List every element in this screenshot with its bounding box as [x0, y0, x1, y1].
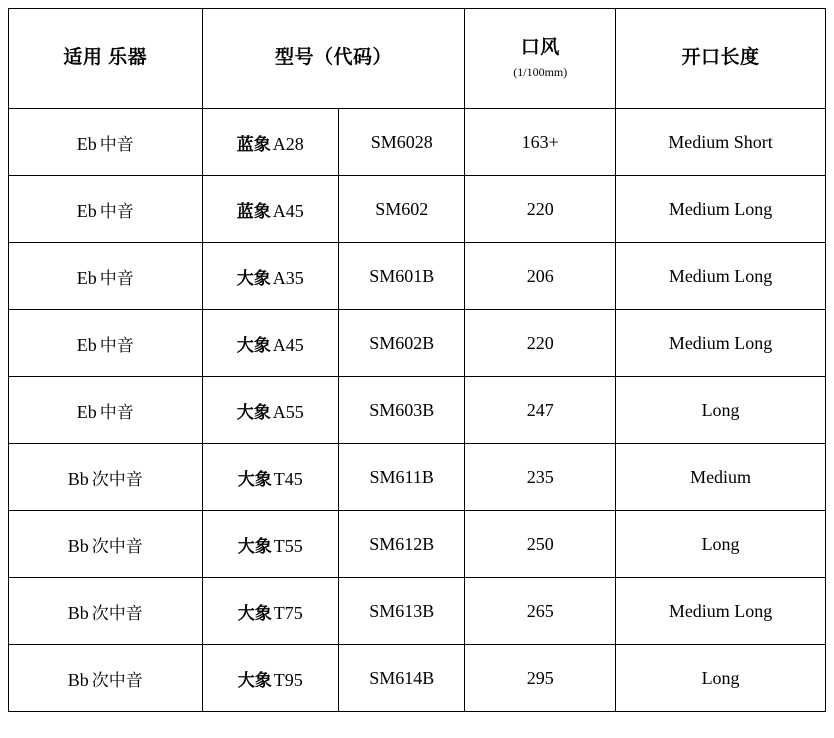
- cell-wind: 163+: [465, 109, 616, 176]
- cell-instrument: [9, 310, 203, 377]
- column-header-model: 型号（代码）: [202, 9, 465, 109]
- cell-model: [202, 578, 339, 645]
- cell-wind: 250: [465, 511, 616, 578]
- cell-model: [202, 310, 339, 377]
- cell-wind: 247: [465, 377, 616, 444]
- table-row: [9, 444, 826, 511]
- table-row: [9, 109, 826, 176]
- cell-opening: Medium Long: [616, 578, 826, 645]
- cell-model-brand: 大象: [236, 335, 271, 355]
- cell-model-brand: 大象: [237, 670, 272, 690]
- cell-instrument: [9, 578, 203, 645]
- table-row: [9, 511, 826, 578]
- cell-instrument: [9, 511, 203, 578]
- cell-code: SM6028: [339, 109, 465, 176]
- cell-instrument-label: 中音: [99, 134, 134, 154]
- cell-instrument: [9, 109, 203, 176]
- cell-instrument-label: 次中音: [91, 670, 143, 690]
- table-row: [9, 645, 826, 712]
- cell-model-brand: 大象: [237, 536, 272, 556]
- cell-code: SM614B: [339, 645, 465, 712]
- table-row: [9, 377, 826, 444]
- cell-wind: 295: [465, 645, 616, 712]
- cell-opening: Medium Short: [616, 109, 826, 176]
- cell-model-number: A28: [272, 133, 304, 154]
- table-row: [9, 243, 826, 310]
- cell-instrument-label: 次中音: [91, 536, 143, 556]
- cell-model-number: T55: [273, 535, 303, 556]
- cell-code: SM601B: [339, 243, 465, 310]
- column-header-wind: [465, 9, 616, 109]
- cell-pitch: Eb: [76, 133, 97, 154]
- cell-instrument-label: 中音: [99, 201, 134, 221]
- cell-pitch: Bb: [67, 602, 89, 623]
- cell-opening: Medium Long: [616, 310, 826, 377]
- table-header-row: [9, 9, 826, 109]
- cell-model-number: T45: [273, 468, 303, 489]
- cell-model: [202, 176, 339, 243]
- cell-pitch: Eb: [76, 267, 97, 288]
- cell-instrument-label: 次中音: [91, 603, 143, 623]
- cell-model: [202, 511, 339, 578]
- cell-pitch: Eb: [76, 401, 97, 422]
- cell-pitch: Eb: [76, 200, 97, 221]
- cell-code: SM602B: [339, 310, 465, 377]
- cell-pitch: Bb: [67, 468, 89, 489]
- cell-model-number: T75: [273, 602, 303, 623]
- column-header-instrument: 适用 乐器: [9, 9, 203, 109]
- cell-pitch: Bb: [67, 669, 89, 690]
- cell-instrument-label: 中音: [99, 335, 134, 355]
- cell-model: [202, 645, 339, 712]
- table-row: [9, 176, 826, 243]
- cell-instrument: [9, 377, 203, 444]
- cell-wind: 235: [465, 444, 616, 511]
- column-header-opening: 开口长度: [616, 9, 826, 109]
- cell-opening: Medium Long: [616, 176, 826, 243]
- table-header: [9, 9, 826, 109]
- cell-instrument-label: 中音: [99, 402, 134, 422]
- table-row: [9, 578, 826, 645]
- cell-wind: 265: [465, 578, 616, 645]
- cell-model-brand: 大象: [237, 469, 272, 489]
- cell-model-number: A35: [272, 267, 304, 288]
- cell-instrument-label: 次中音: [91, 469, 143, 489]
- cell-code: SM612B: [339, 511, 465, 578]
- cell-model-brand: 蓝象: [236, 134, 271, 154]
- cell-model-brand: 大象: [237, 603, 272, 623]
- cell-instrument: [9, 444, 203, 511]
- cell-model: [202, 109, 339, 176]
- cell-instrument-label: 中音: [99, 268, 134, 288]
- cell-model-brand: 蓝象: [236, 201, 271, 221]
- cell-model-brand: 大象: [236, 268, 271, 288]
- mouthpiece-spec-table: [8, 8, 826, 712]
- cell-code: SM611B: [339, 444, 465, 511]
- cell-instrument: [9, 243, 203, 310]
- cell-model: [202, 377, 339, 444]
- table-row: [9, 310, 826, 377]
- cell-model-number: A45: [272, 200, 304, 221]
- table-body: [9, 109, 826, 712]
- cell-model: [202, 243, 339, 310]
- cell-instrument: [9, 645, 203, 712]
- cell-wind: 220: [465, 176, 616, 243]
- cell-model-number: T95: [273, 669, 303, 690]
- cell-instrument: [9, 176, 203, 243]
- cell-pitch: Bb: [67, 535, 89, 556]
- cell-pitch: Eb: [76, 334, 97, 355]
- cell-opening: Long: [616, 645, 826, 712]
- cell-opening: Medium Long: [616, 243, 826, 310]
- cell-code: SM603B: [339, 377, 465, 444]
- cell-model-brand: 大象: [236, 402, 271, 422]
- cell-wind: 220: [465, 310, 616, 377]
- cell-code: SM613B: [339, 578, 465, 645]
- cell-opening: Long: [616, 377, 826, 444]
- column-header-wind-label: 口风: [520, 37, 560, 59]
- cell-opening: Medium: [616, 444, 826, 511]
- cell-code: SM602: [339, 176, 465, 243]
- cell-model-number: A45: [272, 334, 304, 355]
- cell-opening: Long: [616, 511, 826, 578]
- cell-wind: 206: [465, 243, 616, 310]
- cell-model-number: A55: [272, 401, 304, 422]
- cell-model: [202, 444, 339, 511]
- column-header-wind-unit: (1/100mm): [513, 65, 568, 80]
